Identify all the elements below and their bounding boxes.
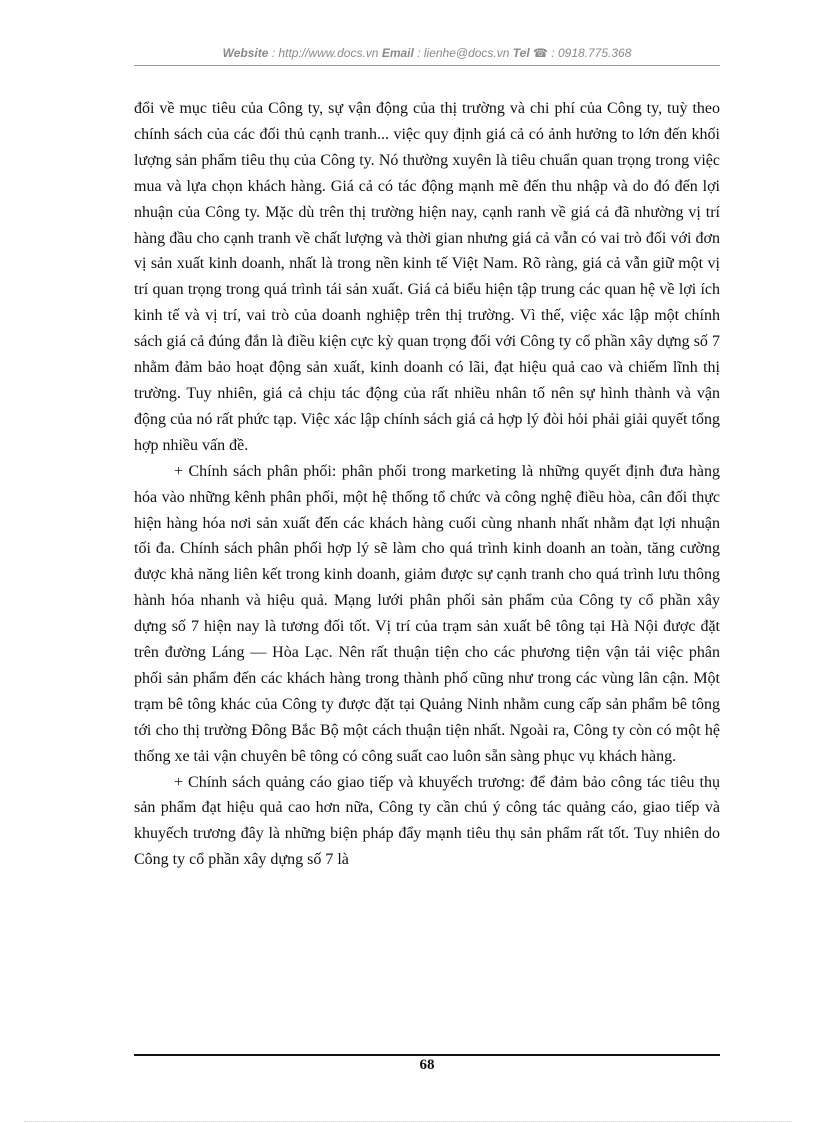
- footer-divider: [134, 1054, 720, 1056]
- website-label: Website: [222, 46, 269, 60]
- tel-value: ☎ : 0918.775.368: [533, 46, 632, 60]
- website-value: : http://www.docs.vn: [271, 46, 379, 60]
- email-label: Email: [381, 46, 414, 60]
- tel-label: Tel: [512, 46, 530, 60]
- page-header: [134, 46, 720, 60]
- page-bottom-border: [24, 1121, 792, 1122]
- email-value: : lienhe@docs.vn: [417, 46, 510, 60]
- paragraph-distribution-policy: + Chính sách phân phối: phân phối trong marketing là những quyết định đưa hàng hóa vào những kênh phân phối, một hệ thống tổ chức và công nghệ điều hòa, cân đối thực hiện hàng hóa nơi sản xuất đến các khách hàng cuối cùng nhanh nhất nhằm đạt lợi nhuận tối đa. Chính sách phân phối hợp lý sẽ làm cho quá trình kinh doanh an toàn, tăng cường được khả năng liên kết trong kinh doanh, giảm được sự cạnh tranh cho quá trình lưu thông hành hóa nhanh và hiệu quả. Mạng lưới phân phối sản phẩm của Công ty cổ phần xây dựng số 7 hiện nay là tương đối tốt. Vị trí của trạm sản xuất bê tông tại Hà Nội được đặt trên đường Láng — Hòa Lạc. Nên rất thuận tiện cho các phương tiện vận tải việc phân phối sản phẩm đến các khách hàng trong thành phố cũng như trong các vùng lân cận. Một trạm bê tông khác của Công ty được đặt tại Quảng Ninh nhằm cung cấp sản phẩm bê tông tới cho thị trường Đông Bắc Bộ một cách thuận tiện nhất. Ngoài ra, Công ty còn có một hệ thống xe tải vận chuyên bê tông có công suất cao luôn sẵn sàng phục vụ khách hàng.: [134, 462, 720, 765]
- page-number: 68: [419, 1057, 435, 1073]
- paragraph-advertising-policy: + Chính sách quảng cáo giao tiếp và khuyếch trương: để đảm bảo công tác tiêu thụ sản phẩm đạt hiệu quả cao hơn nữa, Công ty cần chú ý công tác quảng cáo, giao tiếp và khuyếch trương đây là những biện pháp đẩy mạnh tiêu thụ sản phẩm rất tốt. Tuy nhiên do Công ty cổ phần xây dựng số 7 là: [134, 773, 720, 869]
- paragraph-pricing: đổi về mục tiêu của Công ty, sự vận động của thị trường và chi phí của Công ty, tuỳ theo chính sách của các đối thủ cạnh tranh... việc quy định giá cả có ảnh hưởng to lớn đến khối lượng sản phẩm tiêu thụ của Công ty. Nó thường xuyên là tiêu chuẩn quan trọng trong việc mua và lựa chọn khách hàng. Giá cả có tác động mạnh mẽ đến thu nhập và do đó đến lợi nhuận của Công ty. Mặc dù trên thị trường hiện nay, cạnh ranh về giá cả đã nhường vị trí hàng đầu cho cạnh tranh về chất lượng và thời gian nhưng giá cả vẫn có vai trò đối với đơn vị sản xuất kinh doanh, nhất là trong nền kinh tế Việt Nam. Rõ ràng, giá cả vẫn giữ một vị trí quan trọng trong quá trình tái sản xuất. Giá cả biểu hiện tập trung các quan hệ về lợi ích kinh tế và vị trí, vai trò của doanh nghiệp trên thị trường. Vì thế, việc xác lập một chính sách giá cả đúng đắn là điều kiện cực kỳ quan trọng đối với Công ty cổ phần xây dựng số 7 nhằm đảm bảo hoạt động sản xuất, kinh doanh có lãi, đạt hiệu quả cao và chiếm lĩnh thị trường. Tuy nhiên, giá cả chịu tác động của rất nhiều nhân tố nên sự hình thành và vận động của nó rất phức tạp. Việc xác lập chính sách giá cả hợp lý đòi hỏi phải giải quyết tổng hợp nhiều vấn đề.: [134, 100, 720, 454]
- document-body: [134, 96, 720, 873]
- header-divider: [134, 65, 720, 66]
